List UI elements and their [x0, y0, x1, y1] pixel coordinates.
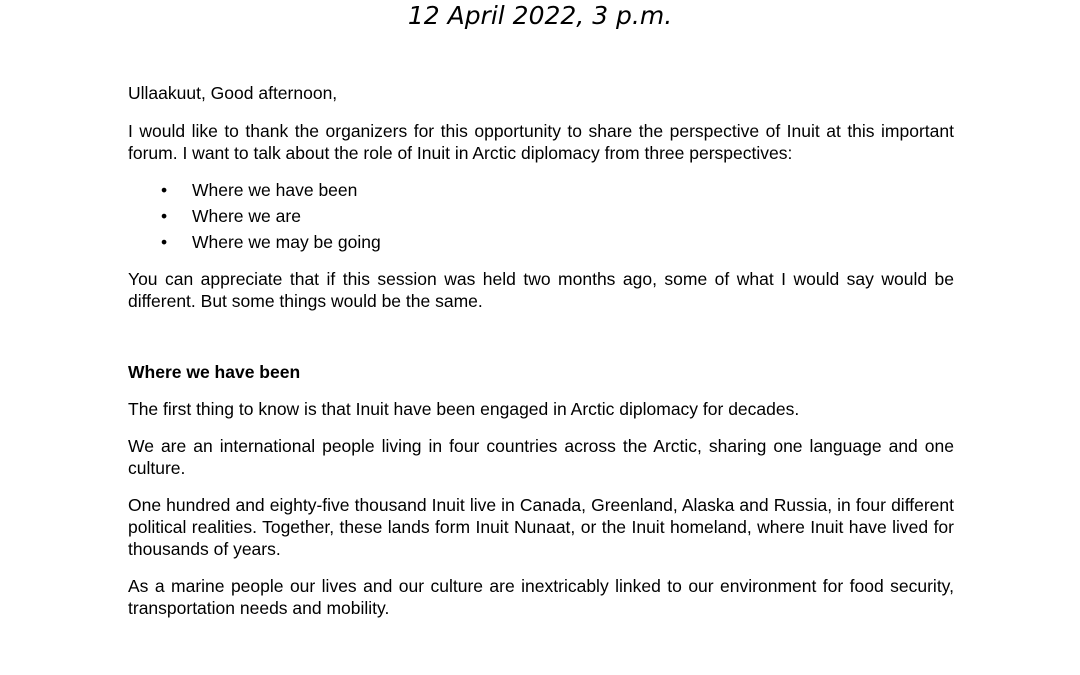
section-heading: Where we have been	[128, 362, 301, 382]
intro-paragraph: I would like to thank the organizers for this opportunity to share the perspective of Inuit at this important forum. I want to talk about the role of Inuit in Arctic diplomacy from three perspectives:	[128, 121, 954, 163]
list-item	[128, 205, 954, 227]
section-paragraph: One hundred and eighty-five thousand Inuit live in Canada, Greenland, Alaska and Russia, in four different political realities. Together, these lands form Inuit Nunaat, or the Inuit homeland, where Inuit have lived for thousands of years.	[128, 495, 954, 559]
greeting: Ullaakuut, Good afternoon,	[128, 83, 338, 103]
bullet-icon: •	[161, 206, 168, 226]
list-item-text: Where we may be going	[192, 232, 381, 252]
list-item-text: Where we have been	[192, 180, 358, 200]
list-item	[128, 179, 954, 201]
list-item	[128, 231, 954, 253]
section-paragraph: As a marine people our lives and our culture are inextricably linked to our environment for food security, transportation needs and mobility.	[128, 576, 954, 618]
perspectives-list	[128, 179, 954, 253]
document-body	[128, 82, 954, 634]
context-paragraph: You can appreciate that if this session was held two months ago, some of what I would say would be different. But some things would be the same.	[128, 269, 954, 311]
bullet-icon: •	[161, 180, 168, 200]
date-heading: 12 April 2022, 3 p.m.	[407, 1, 673, 30]
bullet-icon: •	[161, 232, 168, 252]
section-paragraph: The first thing to know is that Inuit have been engaged in Arctic diplomacy for decades.	[128, 399, 800, 419]
section-paragraph: We are an international people living in four countries across the Arctic, sharing one language and one culture.	[128, 436, 954, 478]
list-item-text: Where we are	[192, 206, 301, 226]
